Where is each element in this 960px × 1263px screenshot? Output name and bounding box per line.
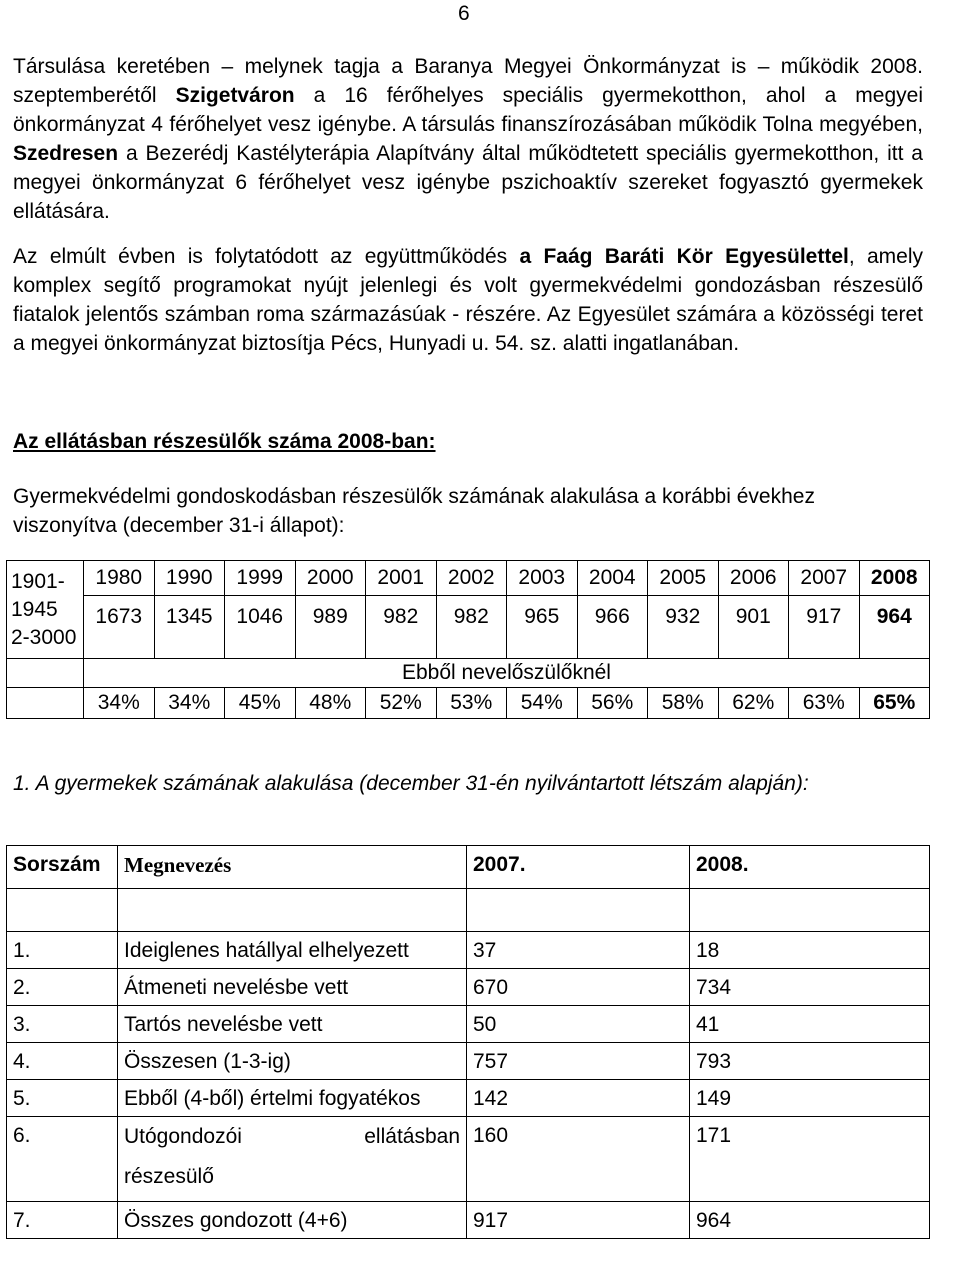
year-cell: 2000 bbox=[295, 561, 366, 596]
row-2008: 171 bbox=[690, 1117, 930, 1202]
row-2007: 142 bbox=[467, 1080, 690, 1117]
empty-cell bbox=[7, 659, 84, 688]
table-row bbox=[7, 889, 930, 932]
row-number: 5. bbox=[7, 1080, 118, 1117]
percent-cell: 48% bbox=[295, 688, 366, 719]
page-number: 6 bbox=[458, 2, 470, 25]
bold-place-szedres: Szedresen bbox=[13, 142, 119, 165]
count-cell: 965 bbox=[507, 596, 578, 659]
empty-cell bbox=[7, 688, 84, 719]
count-cell: 901 bbox=[718, 596, 789, 659]
row-number: 7. bbox=[7, 1202, 118, 1239]
row-2008: 149 bbox=[690, 1080, 930, 1117]
header-2008: 2008. bbox=[690, 846, 930, 889]
row-2007: 757 bbox=[467, 1043, 690, 1080]
header-row bbox=[7, 846, 930, 889]
percent-cell: 62% bbox=[718, 688, 789, 719]
row-name-line2: részesülő bbox=[124, 1165, 214, 1188]
period-label-text: 1901-1945 bbox=[11, 569, 65, 621]
count-cell: 964 bbox=[859, 596, 930, 659]
table-row bbox=[7, 1202, 930, 1239]
row-number: 2. bbox=[7, 969, 118, 1006]
table-row bbox=[7, 561, 930, 596]
year-cell: 2007 bbox=[789, 561, 860, 596]
year-cell: 2008 bbox=[859, 561, 930, 596]
text-segment: a Bezerédj Kastélyterápia Alapítvány által működtetett speciális gyermekotthon, itt a megyei önkormányzat 6 férőhelyet vesz igénybe pszichoaktív szereket fogyasztó gyermekek ellátására. bbox=[13, 142, 923, 223]
table-row bbox=[7, 932, 930, 969]
percent-cell: 63% bbox=[789, 688, 860, 719]
count-cell: 1673 bbox=[84, 596, 155, 659]
year-cell: 2002 bbox=[436, 561, 507, 596]
percent-cell: 52% bbox=[366, 688, 437, 719]
text-segment: Társulása keretében – melynek tagja a Baranya Megyei Önkormányzat is – működik 2008. szeptemberétől bbox=[13, 55, 923, 107]
year-cell: 2001 bbox=[366, 561, 437, 596]
row-name: Összesen (1-3-ig) bbox=[118, 1043, 467, 1080]
row-name bbox=[118, 1117, 467, 1202]
section-heading: Az ellátásban részesülők száma 2008-ban: bbox=[13, 430, 436, 453]
count-cell: 982 bbox=[436, 596, 507, 659]
row-2008: 964 bbox=[690, 1202, 930, 1239]
year-cell: 1999 bbox=[225, 561, 296, 596]
year-cell: 1980 bbox=[84, 561, 155, 596]
row-number: 3. bbox=[7, 1006, 118, 1043]
row-2007: 37 bbox=[467, 932, 690, 969]
row-2007: 160 bbox=[467, 1117, 690, 1202]
percent-cell: 56% bbox=[577, 688, 648, 719]
bold-place-szigetvar: Szigetváron bbox=[175, 84, 295, 107]
row-2008: 734 bbox=[690, 969, 930, 1006]
percent-cell: 65% bbox=[859, 688, 930, 719]
row-2007: 670 bbox=[467, 969, 690, 1006]
table-row bbox=[7, 688, 930, 719]
row-number: 1. bbox=[7, 932, 118, 969]
empty-cell bbox=[690, 889, 930, 932]
count-cell: 1345 bbox=[154, 596, 225, 659]
row-2008: 793 bbox=[690, 1043, 930, 1080]
year-cell: 2003 bbox=[507, 561, 578, 596]
header-2007: 2007. bbox=[467, 846, 690, 889]
text-segment: , amely komplex segítő programokat nyújt jelenlegi és volt gyermekvédelmi gondozásban részesülő fiatalok jelentős számban roma származásúak - részére. Az Egyesület számára a közösségi teret a megyei önkormányzat biztosítja Pécs, Hunyadi u. 54. sz. alatti ingatlanában. bbox=[13, 245, 924, 355]
count-cell: 917 bbox=[789, 596, 860, 659]
table-row bbox=[7, 1006, 930, 1043]
paragraph-intro: Gyermekvédelmi gondoskodásban részesülők számának alakulása a korábbi évekhez viszonyítva (december 31-i állapot): bbox=[13, 485, 815, 537]
row-name: Ideiglenes hatállyal elhelyezett bbox=[118, 932, 467, 969]
table-row bbox=[7, 969, 930, 1006]
empty-cell bbox=[118, 889, 467, 932]
header-sorszam: Sorszám bbox=[7, 846, 118, 889]
count-cell: 1046 bbox=[225, 596, 296, 659]
header-megnevezes: Megnevezés bbox=[118, 846, 467, 889]
bold-organization: a Faág Baráti Kör Egyesülettel bbox=[519, 245, 849, 268]
year-cell: 2005 bbox=[648, 561, 719, 596]
text-segment: Az elmúlt évben is folytatódott az együttműködés bbox=[13, 245, 520, 268]
table-row bbox=[7, 659, 930, 688]
percent-cell: 34% bbox=[84, 688, 155, 719]
row-2008: 41 bbox=[690, 1006, 930, 1043]
count-cell: 966 bbox=[577, 596, 648, 659]
period-label bbox=[7, 561, 84, 659]
year-cell: 2004 bbox=[577, 561, 648, 596]
percent-cell: 34% bbox=[154, 688, 225, 719]
count-cell: 982 bbox=[366, 596, 437, 659]
paragraph-association bbox=[13, 52, 923, 226]
count-cell: 932 bbox=[648, 596, 719, 659]
count-cell: 989 bbox=[295, 596, 366, 659]
row-name: Tartós nevelésbe vett bbox=[118, 1006, 467, 1043]
table-row bbox=[7, 1117, 930, 1202]
percent-cell: 58% bbox=[648, 688, 719, 719]
row-name: Átmeneti nevelésbe vett bbox=[118, 969, 467, 1006]
table-row bbox=[7, 1080, 930, 1117]
row-number: 4. bbox=[7, 1043, 118, 1080]
row-name: Összes gondozott (4+6) bbox=[118, 1202, 467, 1239]
row-name-line1: Utógondozói ellátásban bbox=[124, 1125, 460, 1148]
table-row bbox=[7, 1043, 930, 1080]
percent-cell: 45% bbox=[225, 688, 296, 719]
row-name: Ebből (4-ből) értelmi fogyatékos bbox=[118, 1080, 467, 1117]
percent-cell: 53% bbox=[436, 688, 507, 719]
row-2007: 50 bbox=[467, 1006, 690, 1043]
paragraph-cooperation bbox=[13, 242, 923, 358]
children-table bbox=[6, 845, 930, 1239]
table-row bbox=[7, 596, 930, 659]
period-count-text: 2-3000 bbox=[11, 625, 77, 649]
year-cell: 1990 bbox=[154, 561, 225, 596]
empty-cell bbox=[7, 889, 118, 932]
subheader-cell: Ebből nevelőszülőknél bbox=[84, 659, 930, 688]
history-table bbox=[6, 560, 930, 719]
row-2007: 917 bbox=[467, 1202, 690, 1239]
row-number: 6. bbox=[7, 1117, 118, 1202]
year-cell: 2006 bbox=[718, 561, 789, 596]
empty-cell bbox=[467, 889, 690, 932]
percent-cell: 54% bbox=[507, 688, 578, 719]
text-segment: a 16 férőhelyes speciális gyermekotthon, ahol a megyei önkormányzat 4 férőhelyet vesz igénybe. A társulás finanszírozásában működik Tolna megyében, bbox=[13, 84, 923, 136]
table-caption: 1. A gyermekek számának alakulása (december 31-én nyilvántartott létszám alapján): bbox=[13, 772, 809, 795]
row-2008: 18 bbox=[690, 932, 930, 969]
